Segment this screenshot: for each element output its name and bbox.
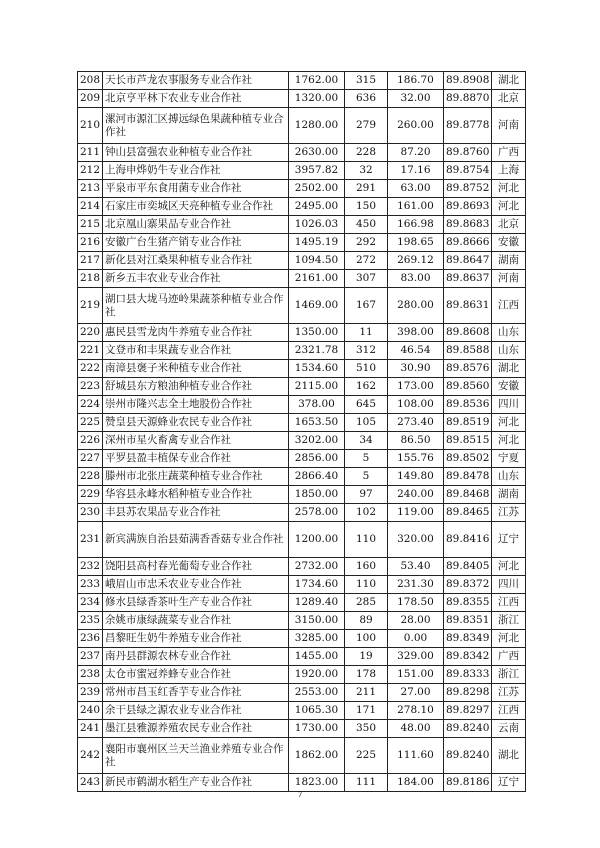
row-number: 222 [78,360,103,378]
row-number: 229 [78,486,103,504]
amount-cell: 1920.00 [289,666,345,684]
province-cell: 北京 [492,216,526,234]
average-cell: 32.00 [388,90,444,108]
count-cell: 350 [345,720,388,738]
amount-cell: 2495.00 [289,198,345,216]
count-cell: 5 [345,450,388,468]
row-number: 231 [78,522,103,558]
average-cell: 48.00 [388,720,444,738]
amount-cell: 3957.82 [289,162,345,180]
count-cell: 160 [345,558,388,576]
table-row [78,270,526,288]
row-number: 239 [78,684,103,702]
average-cell: 46.54 [388,342,444,360]
count-cell: 510 [345,360,388,378]
row-number: 236 [78,630,103,648]
table-row [78,342,526,360]
row-number: 225 [78,414,103,432]
table-row [78,180,526,198]
cooperative-name: 安徽广台生猪产销专业合作社 [103,234,289,252]
count-cell: 450 [345,216,388,234]
cooperative-name: 昌黎旺生奶牛养殖专业合作社 [103,630,289,648]
cooperative-name: 深州市星火畜禽专业合作社 [103,432,289,450]
cooperative-ranking-table [77,71,525,792]
table-row [78,252,526,270]
cooperative-name: 舒城县东方粮油种植专业合作社 [103,378,289,396]
province-cell: 山东 [492,324,526,342]
amount-cell: 2553.00 [289,684,345,702]
score-cell: 89.8342 [444,648,492,666]
amount-cell: 3285.00 [289,630,345,648]
table-row [78,522,526,558]
count-cell: 636 [345,90,388,108]
province-cell: 江西 [492,702,526,720]
table-row [78,666,526,684]
average-cell: 186.70 [388,72,444,90]
row-number: 220 [78,324,103,342]
cooperative-name: 文登市和丰果蔬专业合作社 [103,342,289,360]
count-cell: 102 [345,504,388,522]
province-cell: 辽宁 [492,522,526,558]
province-cell: 安徽 [492,234,526,252]
score-cell: 89.8870 [444,90,492,108]
score-cell: 89.8631 [444,288,492,324]
cooperative-name: 新化县对江桑果种植专业合作社 [103,252,289,270]
score-cell: 89.8478 [444,468,492,486]
cooperative-name: 漯河市源汇区搏远绿色果蔬种植专业合作社 [103,108,289,144]
amount-cell: 1495.19 [289,234,345,252]
table-row [78,234,526,252]
province-cell: 山东 [492,342,526,360]
amount-cell: 2578.00 [289,504,345,522]
score-cell: 89.8576 [444,360,492,378]
amount-cell: 2866.40 [289,468,345,486]
cooperative-name: 墨江县雅源养殖农民专业合作社 [103,720,289,738]
province-cell: 安徽 [492,378,526,396]
row-number: 227 [78,450,103,468]
province-cell: 江西 [492,288,526,324]
cooperative-name: 太仓市蜜冠养蜂专业合作社 [103,666,289,684]
province-cell: 湖北 [492,738,526,774]
count-cell: 291 [345,180,388,198]
cooperative-name: 余姚市康绿蔬菜专业合作社 [103,612,289,630]
average-cell: 280.00 [388,288,444,324]
table-row [78,774,526,792]
row-number: 223 [78,378,103,396]
province-cell: 浙江 [492,666,526,684]
row-number: 228 [78,468,103,486]
average-cell: 166.98 [388,216,444,234]
cooperative-name: 常州市昌玉红香芋专业合作社 [103,684,289,702]
row-number: 211 [78,144,103,162]
province-cell: 湖南 [492,252,526,270]
amount-cell: 2732.00 [289,558,345,576]
province-cell: 浙江 [492,612,526,630]
cooperative-name: 平泉市平东食用菌专业合作社 [103,180,289,198]
table-row [78,468,526,486]
province-cell: 河北 [492,414,526,432]
row-number: 224 [78,396,103,414]
cooperative-name: 华容县永峰水稻种植专业合作社 [103,486,289,504]
table-row [78,486,526,504]
province-cell: 江苏 [492,504,526,522]
row-number: 208 [78,72,103,90]
score-cell: 89.8297 [444,702,492,720]
score-cell: 89.8608 [444,324,492,342]
amount-cell: 378.00 [289,396,345,414]
amount-cell: 1320.00 [289,90,345,108]
province-cell: 江西 [492,594,526,612]
table-row [78,108,526,144]
amount-cell: 1026.03 [289,216,345,234]
amount-cell: 3202.00 [289,432,345,450]
table-row [78,396,526,414]
table-row [78,198,526,216]
score-cell: 89.8240 [444,720,492,738]
cooperative-name: 南漳县褒子米种植专业合作社 [103,360,289,378]
cooperative-name: 上海申烨奶牛专业合作社 [103,162,289,180]
average-cell: 119.00 [388,504,444,522]
average-cell: 178.50 [388,594,444,612]
count-cell: 272 [345,252,388,270]
province-cell: 云南 [492,720,526,738]
amount-cell: 1469.00 [289,288,345,324]
score-cell: 89.8666 [444,234,492,252]
score-cell: 89.8349 [444,630,492,648]
cooperative-name: 赞皇县天源蜂业农民专业合作社 [103,414,289,432]
average-cell: 155.76 [388,450,444,468]
row-number: 212 [78,162,103,180]
cooperative-name: 襄阳市襄州区兰天兰渔业养殖专业合作社 [103,738,289,774]
province-cell: 湖北 [492,72,526,90]
count-cell: 285 [345,594,388,612]
cooperative-name: 南丹县群源农林专业合作社 [103,648,289,666]
count-cell: 111 [345,774,388,792]
score-cell: 89.8683 [444,216,492,234]
average-cell: 27.00 [388,684,444,702]
average-cell: 28.00 [388,612,444,630]
row-number: 214 [78,198,103,216]
average-cell: 111.60 [388,738,444,774]
count-cell: 110 [345,576,388,594]
cooperative-name: 余干县绿之源农业专业合作社 [103,702,289,720]
province-cell: 河南 [492,270,526,288]
average-cell: 184.00 [388,774,444,792]
cooperative-name: 北京亨平林下农业专业合作社 [103,90,289,108]
province-cell: 北京 [492,90,526,108]
average-cell: 149.80 [388,468,444,486]
count-cell: 307 [345,270,388,288]
average-cell: 86.50 [388,432,444,450]
row-number: 230 [78,504,103,522]
cooperative-name: 北京凰山寨果品专业合作社 [103,216,289,234]
score-cell: 89.8416 [444,522,492,558]
score-cell: 89.8186 [444,774,492,792]
amount-cell: 1455.00 [289,648,345,666]
cooperative-name: 天长市芦龙农事服务专业合作社 [103,72,289,90]
amount-cell: 2161.00 [289,270,345,288]
count-cell: 32 [345,162,388,180]
amount-cell: 1200.00 [289,522,345,558]
score-cell: 89.8908 [444,72,492,90]
count-cell: 167 [345,288,388,324]
cooperative-name: 崇州市隆兴志全土地股份合作社 [103,396,289,414]
table-row [78,216,526,234]
province-cell: 河北 [492,432,526,450]
table-row [78,738,526,774]
row-number: 243 [78,774,103,792]
count-cell: 5 [345,468,388,486]
count-cell: 19 [345,648,388,666]
cooperative-name: 新乡五丰农业专业合作社 [103,270,289,288]
table-row [78,576,526,594]
count-cell: 34 [345,432,388,450]
score-cell: 89.8754 [444,162,492,180]
score-cell: 89.8355 [444,594,492,612]
amount-cell: 1350.00 [289,324,345,342]
province-cell: 宁夏 [492,450,526,468]
score-cell: 89.8240 [444,738,492,774]
row-number: 234 [78,594,103,612]
table-row [78,720,526,738]
row-number: 233 [78,576,103,594]
count-cell: 100 [345,630,388,648]
row-number: 215 [78,216,103,234]
score-cell: 89.8588 [444,342,492,360]
province-cell: 上海 [492,162,526,180]
count-cell: 97 [345,486,388,504]
cooperative-name: 修水县绿香茶叶生产专业合作社 [103,594,289,612]
count-cell: 228 [345,144,388,162]
score-cell: 89.8351 [444,612,492,630]
score-cell: 89.8647 [444,252,492,270]
count-cell: 178 [345,666,388,684]
table-row [78,450,526,468]
amount-cell: 2321.78 [289,342,345,360]
row-number: 219 [78,288,103,324]
table-row [78,594,526,612]
table-row [78,144,526,162]
amount-cell: 1534.60 [289,360,345,378]
score-cell: 89.8405 [444,558,492,576]
row-number: 226 [78,432,103,450]
score-cell: 89.8637 [444,270,492,288]
table-row [78,648,526,666]
amount-cell: 3150.00 [289,612,345,630]
amount-cell: 2856.00 [289,450,345,468]
count-cell: 211 [345,684,388,702]
amount-cell: 1730.00 [289,720,345,738]
average-cell: 87.20 [388,144,444,162]
average-cell: 260.00 [388,108,444,144]
cooperative-name: 湖口县大垅马迹岭果蔬茶种植专业合作社 [103,288,289,324]
count-cell: 312 [345,342,388,360]
score-cell: 89.8693 [444,198,492,216]
province-cell: 河南 [492,108,526,144]
province-cell: 辽宁 [492,774,526,792]
table-row [78,702,526,720]
score-cell: 89.8778 [444,108,492,144]
amount-cell: 1862.00 [289,738,345,774]
score-cell: 89.8536 [444,396,492,414]
cooperative-name: 钟山县富强农业种植专业合作社 [103,144,289,162]
amount-cell: 1094.50 [289,252,345,270]
province-cell: 河北 [492,630,526,648]
score-cell: 89.8333 [444,666,492,684]
count-cell: 89 [345,612,388,630]
row-number: 232 [78,558,103,576]
score-cell: 89.8515 [444,432,492,450]
amount-cell: 1850.00 [289,486,345,504]
average-cell: 320.00 [388,522,444,558]
province-cell: 山东 [492,468,526,486]
row-number: 213 [78,180,103,198]
cooperative-name: 滕州市北张庄蔬菜种植专业合作社 [103,468,289,486]
average-cell: 398.00 [388,324,444,342]
table-row [78,360,526,378]
count-cell: 11 [345,324,388,342]
cooperative-name: 平罗县盈丰植保专业合作社 [103,450,289,468]
average-cell: 240.00 [388,486,444,504]
score-cell: 89.8465 [444,504,492,522]
table-row [78,324,526,342]
table-row [78,72,526,90]
count-cell: 162 [345,378,388,396]
score-cell: 89.8519 [444,414,492,432]
amount-cell: 1823.00 [289,774,345,792]
amount-cell: 1734.60 [289,576,345,594]
score-cell: 89.8752 [444,180,492,198]
cooperative-name: 峨眉山市忠禾农业专业合作社 [103,576,289,594]
row-number: 216 [78,234,103,252]
row-number: 221 [78,342,103,360]
average-cell: 108.00 [388,396,444,414]
table-row [78,630,526,648]
row-number: 242 [78,738,103,774]
average-cell: 17.16 [388,162,444,180]
province-cell: 广西 [492,648,526,666]
average-cell: 83.00 [388,270,444,288]
row-number: 237 [78,648,103,666]
data-table [77,71,526,792]
score-cell: 89.8560 [444,378,492,396]
score-cell: 89.8298 [444,684,492,702]
cooperative-name: 新宾满族自治县茹满香香菇专业合作社 [103,522,289,558]
row-number: 218 [78,270,103,288]
province-cell: 广西 [492,144,526,162]
province-cell: 河北 [492,180,526,198]
amount-cell: 1762.00 [289,72,345,90]
row-number: 209 [78,90,103,108]
cooperative-name: 丰县苏农果品专业合作社 [103,504,289,522]
province-cell: 湖南 [492,486,526,504]
count-cell: 150 [345,198,388,216]
amount-cell: 1289.40 [289,594,345,612]
province-cell: 湖北 [492,360,526,378]
average-cell: 231.30 [388,576,444,594]
average-cell: 63.00 [388,180,444,198]
row-number: 235 [78,612,103,630]
province-cell: 河北 [492,198,526,216]
average-cell: 273.40 [388,414,444,432]
province-cell: 江苏 [492,684,526,702]
cooperative-name: 新民市鹤湖水稻生产专业合作社 [103,774,289,792]
amount-cell: 1280.00 [289,108,345,144]
count-cell: 110 [345,522,388,558]
count-cell: 315 [345,72,388,90]
average-cell: 269.12 [388,252,444,270]
table-row [78,432,526,450]
count-cell: 105 [345,414,388,432]
row-number: 210 [78,108,103,144]
average-cell: 30.90 [388,360,444,378]
cooperative-name: 惠民县雪龙肉牛养殖专业合作社 [103,324,289,342]
cooperative-name: 饶阳县高村春光葡萄专业合作社 [103,558,289,576]
average-cell: 53.40 [388,558,444,576]
average-cell: 173.00 [388,378,444,396]
table-row [78,684,526,702]
table-row [78,378,526,396]
table-row [78,288,526,324]
table-row [78,612,526,630]
count-cell: 279 [345,108,388,144]
page-number: 7 [297,790,303,799]
score-cell: 89.8502 [444,450,492,468]
province-cell: 四川 [492,396,526,414]
amount-cell: 2115.00 [289,378,345,396]
score-cell: 89.8468 [444,486,492,504]
average-cell: 0.00 [388,630,444,648]
table-row [78,504,526,522]
count-cell: 225 [345,738,388,774]
table-body [78,72,526,792]
score-cell: 89.8760 [444,144,492,162]
average-cell: 161.00 [388,198,444,216]
amount-cell: 2502.00 [289,180,345,198]
row-number: 240 [78,702,103,720]
count-cell: 292 [345,234,388,252]
amount-cell: 1653.50 [289,414,345,432]
amount-cell: 2630.00 [289,144,345,162]
average-cell: 278.10 [388,702,444,720]
count-cell: 645 [345,396,388,414]
score-cell: 89.8372 [444,576,492,594]
row-number: 217 [78,252,103,270]
province-cell: 河北 [492,558,526,576]
table-row [78,162,526,180]
average-cell: 198.65 [388,234,444,252]
table-row [78,414,526,432]
table-row [78,90,526,108]
average-cell: 151.00 [388,666,444,684]
row-number: 241 [78,720,103,738]
table-row [78,558,526,576]
province-cell: 四川 [492,576,526,594]
amount-cell: 1065.30 [289,702,345,720]
average-cell: 329.00 [388,648,444,666]
row-number: 238 [78,666,103,684]
cooperative-name: 石家庄市奕城区天亮种植专业合作社 [103,198,289,216]
count-cell: 171 [345,702,388,720]
